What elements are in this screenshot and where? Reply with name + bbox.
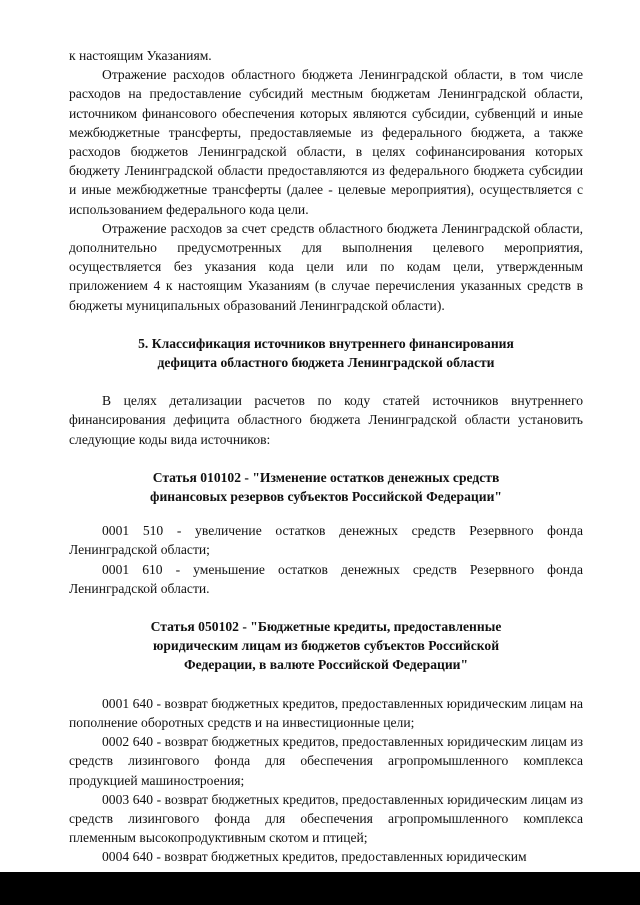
article-010102-title-line2: финансовых резервов субъектов Российской Федерации" — [150, 489, 502, 505]
document-page — [69, 46, 583, 867]
list-item-0003-640: 0003 640 - возврат бюджетных кредитов, предоставленных юридическим лицам из средств лизингового фонда для обеспечения агропромышленного комплекса племенным высокопродуктивным скотом и птицей; — [69, 791, 583, 846]
article-010102-title-line1: Статья 010102 - "Изменение остатков денежных средств — [152, 469, 500, 485]
list-item-0001-510: 0001 510 - увеличение остатков денежных средств Резервного фонда Ленинградской области; — [69, 523, 583, 558]
paragraph-additional-expenses: Отражение расходов за счет средств областного бюджета Ленинградской области, дополнительно предусмотренных для выполнения целевого мероприятия, осуществляется без указания кода цели или по кодам цели, утвержденным приложением 4 к настоящим Указаниям (в случае перечисления указанных средств в бюджеты муниципальных образований Ленинградской области). — [69, 220, 583, 313]
paragraph-target-expenses: Отражение расходов областного бюджета Ленинградской области, в том числе расходов на предоставление субсидий местным бюджетам Ленинградской области, источником финансового обеспечения которых являются субсидии, субвенций и иные межбюджетные трансферты, предоставляемые из федерального бюджета, а также расходов бюджетов Ленинградской области, в целях софинансирования которых бюджету Ленинградской области предоставляются из федерального бюджета субсидии и иные межбюджетные трансферты (далее - целевые мероприятия), осуществляется с использованием федерального кода цели. — [69, 67, 583, 217]
section-title-line2: дефицита областного бюджета Ленинградской области — [157, 355, 495, 371]
article-050102-title-line1: Статья 050102 - "Бюджетные кредиты, предоставленные — [150, 619, 502, 635]
section-title-line1: 5. Классификация источников внутреннего финансирования — [138, 335, 514, 351]
list-item-0001-610: 0001 610 - уменьшение остатков денежных средств Резервного фонда Ленинградской области. — [69, 561, 583, 596]
paragraph-source-codes: В целях детализации расчетов по коду статей источников внутреннего финансирования дефицита областного бюджета Ленинградской области установить следующие коды вида источников: — [69, 393, 583, 447]
list-item-0004-640: 0004 640 - возврат бюджетных кредитов, предоставленных юридическим — [102, 849, 527, 865]
article-050102-title — [69, 617, 583, 675]
article-050102-title-line3: Федерации, в валюте Российской Федерации" — [183, 657, 469, 673]
article-010102-title — [69, 468, 583, 506]
scan-bottom-border — [0, 872, 640, 905]
list-item-0002-640: 0002 640 - возврат бюджетных кредитов, предоставленных юридическим лицам из средств лизингового фонда для обеспечения агропромышленного комплекса продукцией машиностроения; — [69, 734, 583, 788]
section-title — [69, 334, 583, 372]
article-050102-title-line2: юридическим лицам из бюджетов субъектов Российской — [152, 638, 500, 654]
list-item-0001-640: 0001 640 - возврат бюджетных кредитов, предоставленных юридическим лицам на пополнение оборотных средств и на инвестиционные цели; — [69, 695, 583, 730]
paragraph-continuation: к настоящим Указаниям. — [69, 48, 212, 63]
